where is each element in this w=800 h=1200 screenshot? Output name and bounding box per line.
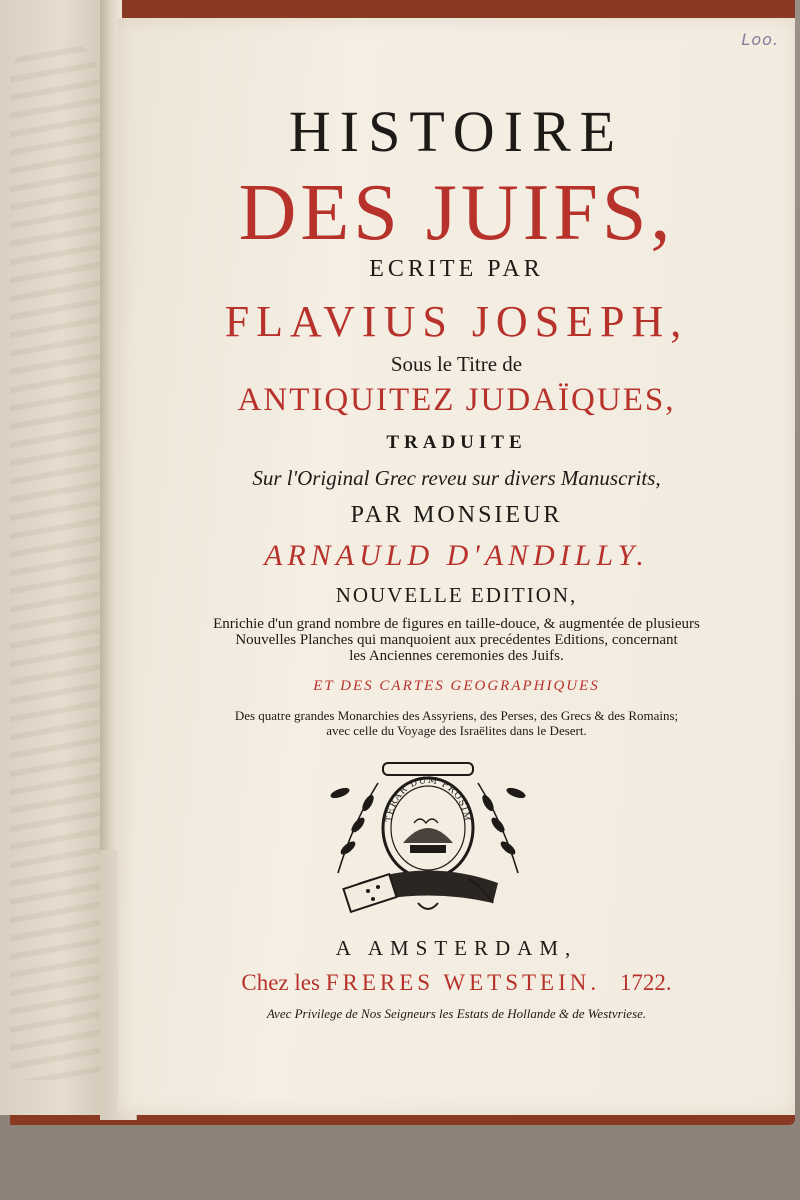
- enrichie-line: Nouvelles Planches qui manquoient aux precédentes Editions, concernant: [235, 632, 678, 648]
- printer-device-ornament: [318, 753, 538, 921]
- line-original-grec: Sur l'Original Grec reveu sur divers Manuscrits,: [252, 466, 661, 490]
- publisher-line: [118, 970, 795, 996]
- subtitle-antiquitez: ANTIQUITEZ JUDAÏQUES,: [237, 382, 676, 418]
- line-ecrite-par: ECRITE PAR: [369, 256, 544, 282]
- enrichie-paragraph: [118, 616, 795, 664]
- monarchies-line: Des quatre grandes Monarchies des Assyriens, des Perses, des Grecs & des Romains;: [234, 708, 679, 723]
- pencil-mark: Loo.: [741, 30, 779, 49]
- left-page-bleedthrough: [10, 40, 100, 1080]
- publication-year: 1722.: [619, 970, 672, 995]
- edition-line: NOUVELLE EDITION,: [335, 583, 578, 607]
- cartes-line: ET DES CARTES GEOGRAPHIQUES: [313, 678, 600, 694]
- author-name: FLAVIUS JOSEPH,: [224, 297, 689, 346]
- line-sous-le-titre: Sous le Titre de: [390, 352, 523, 376]
- enrichie-line: les Anciennes ceremonies des Juifs.: [349, 648, 564, 664]
- enrichie-line: Enrichie d'un grand nombre de figures en taille-douce, & augmentée de plusieurs: [213, 616, 700, 632]
- title-des-juifs: DES JUIFS,: [238, 169, 675, 257]
- left-page: [0, 0, 112, 1115]
- translator-name: ARNAULD D'ANDILLY.: [264, 539, 649, 572]
- title-histoire: HISTOIRE: [288, 99, 625, 164]
- chez-les: Chez les: [241, 970, 320, 995]
- line-par-monsieur: PAR MONSIEUR: [350, 502, 563, 528]
- svg-text:TERAR DUM PROSIM: [385, 776, 471, 823]
- monarchies-paragraph: [118, 708, 795, 738]
- title-page: [118, 18, 795, 1115]
- ornament-motto: TERAR DUM PROSIM: [384, 775, 472, 823]
- place-line: A AMSTERDAM,: [335, 936, 578, 960]
- privilege-line: Avec Privilege de Nos Seigneurs les Estats de Hollande & de Westvriese.: [266, 1006, 647, 1021]
- publisher-name: FRERES WETSTEIN.: [325, 970, 601, 995]
- line-traduite: TRADUITE: [386, 432, 527, 453]
- monarchies-line: avec celle du Voyage des Israëlites dans le Desert.: [326, 723, 587, 738]
